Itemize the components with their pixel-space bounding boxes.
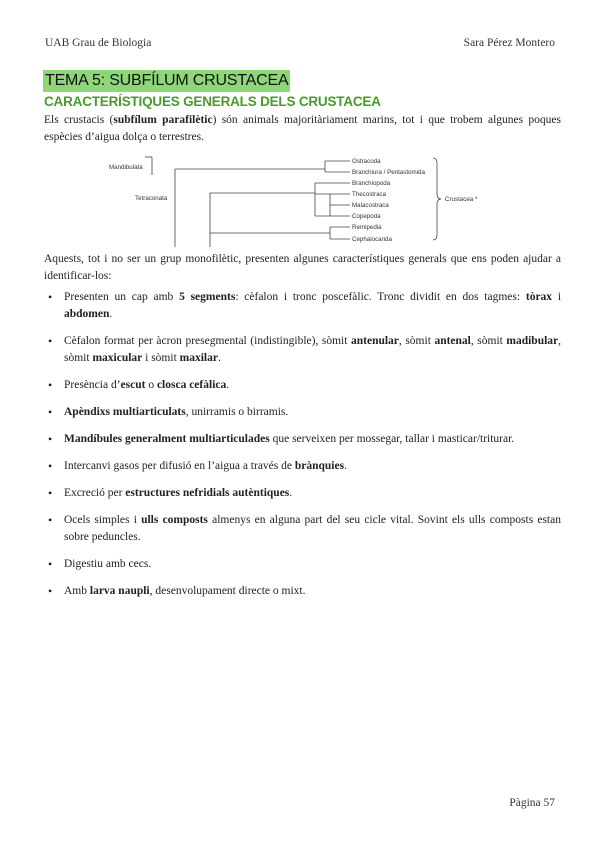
list-item: • Apèndixs multiarticulats, unirramis o birramis. — [44, 404, 561, 421]
tree-label-tetraconata: Tetraconata — [135, 195, 168, 202]
characteristics-list — [44, 289, 561, 610]
tree-label-crustacea: Crustacea * — [445, 196, 478, 203]
list-item: • Amb larva naupli, desenvolupament directe o mixt. — [44, 583, 561, 600]
taxon-label: Malacostraca — [352, 202, 389, 209]
intro-text-2: ) són animals majoritàriament marins, tot i que trobem algunes poques espècies d’aigua dolça o terrestres. — [44, 114, 561, 143]
list-item: • Excreció per estructures nefridials autèntiques. — [44, 485, 561, 502]
characteristics-intro: Aquests, tot i no ser un grup monofilètic, presenten algunes característiques generals que ens poden ajudar a identificar-los: — [44, 253, 561, 282]
list-item: • Mandíbules generalment multiarticulades que serveixen per mossegar, tallar i masticar/triturar. — [44, 431, 561, 448]
tree-label-mandibulata: Mandibulata — [109, 164, 143, 171]
list-item: • Cèfalon format per àcron presegmental (indistingible), sòmit antenular, sòmit antenal, sòmit madibular, sòmit maxicular i sòmit maxilar. — [44, 333, 561, 367]
intro-text-1: Els crustacis ( — [44, 114, 114, 126]
header-author: Sara Pérez Montero — [463, 37, 555, 49]
crustacea-bracket — [433, 158, 441, 240]
list-item: • Intercanvi gasos per difusió en l’aigua a través de brànquies. — [44, 458, 561, 475]
list-item: • Ocels simples i ulls composts almenys en alguna part del seu cicle vital. Sovint els ulls composts estan sobre peduncles. — [44, 512, 561, 546]
list-item: • Presència d’escut o closca cefàlica. — [44, 377, 561, 394]
taxon-label: Copepoda — [352, 213, 381, 220]
taxon-label: Remipedia — [352, 224, 382, 231]
taxon-label: Branchiura / Pentastomida — [352, 169, 425, 176]
page-header — [45, 37, 555, 53]
taxon-label: Branchiopoda — [352, 180, 391, 187]
taxon-label: Cephalocarida — [352, 236, 392, 243]
taxon-label: Thecostraca — [352, 191, 387, 198]
page-title: TEMA 5: SUBFÍLUM CRUSTACEA — [43, 70, 290, 92]
taxon-label: Ostracoda — [352, 158, 381, 165]
intro-paragraph — [44, 112, 561, 146]
header-course: UAB Grau de Biologia — [45, 37, 152, 49]
list-item: • Digestiu amb cecs. — [44, 556, 561, 573]
intro-bold-1: subfílum parafilètic — [113, 114, 213, 126]
page-number: Pàgina 57 — [509, 797, 555, 809]
phylogenetic-tree — [100, 153, 500, 247]
list-item: • Presenten un cap amb 5 segments: cèfalon i tronc poscefàlic. Tronc dividit en dos tagmes: tòrax i abdomen. — [44, 289, 561, 323]
section-subtitle: CARACTERÍSTIQUES GENERALS DELS CRUSTACEA — [44, 94, 381, 109]
